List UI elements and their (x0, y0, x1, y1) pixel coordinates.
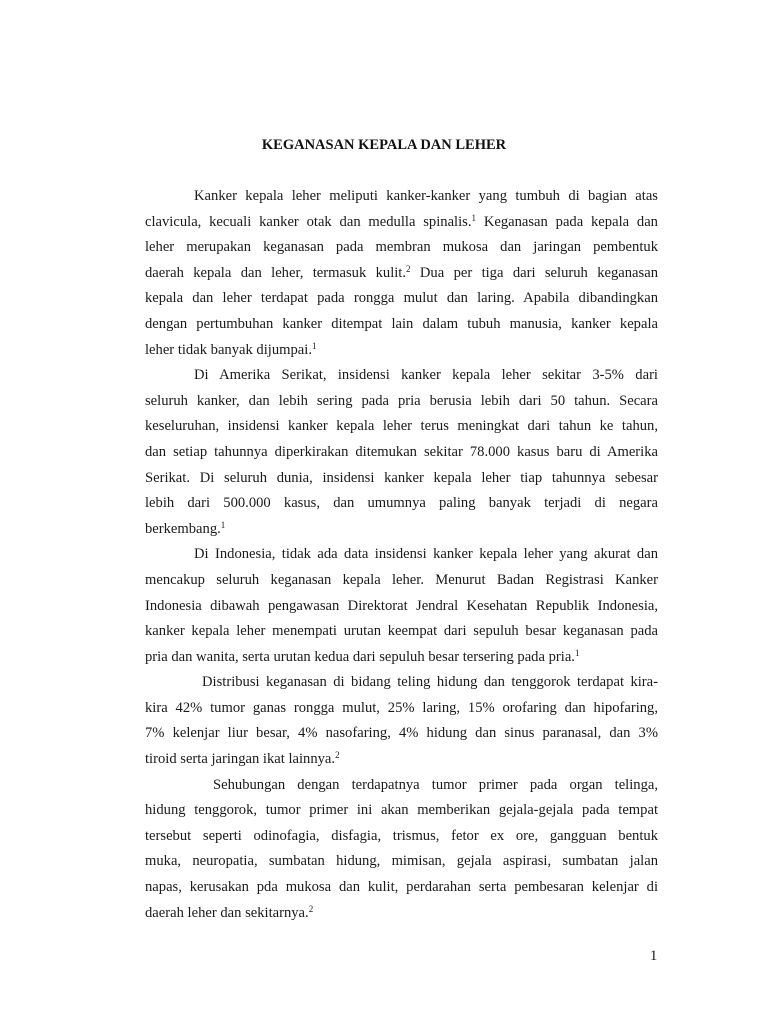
line-text: leher tidak banyak dijumpai. (145, 341, 312, 358)
line-text: Keganasan pada kepala dan (476, 213, 658, 230)
text-line (145, 212, 658, 238)
text-line (145, 775, 658, 801)
text-line (145, 723, 658, 749)
line-text: Dua per tiga dari seluruh keganasan (410, 264, 658, 281)
text-line (145, 493, 658, 519)
line-text: kepala dan leher terdapat pada rongga mulut dan laring. Apabila dibandingkan (145, 290, 658, 307)
line-text: muka, neuropatia, sumbatan hidung, mimisan, gejala aspirasi, sumbatan jalan (145, 853, 658, 870)
text-line (145, 877, 658, 903)
line-text: kira 42% tumor ganas rongga mulut, 25% laring, 15% orofaring dan hipofaring, (145, 699, 658, 716)
text-line (145, 672, 658, 698)
line-text: Serikat. Di seluruh dunia, insidensi kanker kepala leher tiap tahunnya sebesar (145, 469, 658, 486)
text-line (145, 826, 658, 852)
line-text: pria dan wanita, serta urutan kedua dari sepuluh besar tersering pada pria. (145, 648, 575, 665)
document-body (145, 186, 658, 928)
citation-superscript: 2 (335, 750, 340, 761)
text-line (145, 519, 658, 545)
line-text: 7% kelenjar liur besar, 4% nasofaring, 4% hidung dan sinus paranasal, dan 3% (145, 725, 658, 742)
line-text: Indonesia dibawah pengawasan Direktorat Jendral Kesehatan Republik Indonesia, (145, 597, 658, 614)
citation-superscript: 1 (471, 212, 476, 223)
text-line (145, 391, 658, 417)
line-text: kanker kepala leher menempati urutan keempat dari sepuluh besar keganasan pada (145, 623, 658, 640)
line-text: Di Amerika Serikat, insidensi kanker kepala leher sekitar 3-5% dari (194, 367, 658, 384)
line-text: dan setiap tahunnya diperkirakan ditemukan sekitar 78.000 kasus baru di Amerika (145, 443, 658, 460)
line-text: tersebut seperti odinofagia, disfagia, trismus, fetor ex ore, gangguan bentuk (145, 827, 658, 844)
line-text: dengan pertumbuhan kanker ditempat lain dalam tubuh manusia, kanker kepala (145, 315, 658, 332)
line-text: berkembang. (145, 520, 221, 537)
line-text: Kanker kepala leher meliputi kanker-kanker yang tumbuh di bagian atas (194, 188, 658, 204)
line-text: leher merupakan keganasan pada membran mukosa dan jaringan pembentuk (145, 239, 658, 256)
text-line (145, 340, 658, 366)
page-number: 1 (650, 948, 658, 964)
line-text: Sehubungan dengan terdapatnya tumor primer pada organ telinga, (213, 776, 658, 793)
line-text: Di Indonesia, tidak ada data insidensi kanker kepala leher yang akurat dan (194, 546, 658, 563)
line-text: daerah kepala dan leher, termasuk kulit. (145, 264, 407, 281)
text-line (145, 314, 658, 340)
text-line (145, 186, 658, 212)
text-line (145, 365, 658, 391)
line-text: seluruh kanker, dan lebih sering pada pria berusia lebih dari 50 tahun. Secara (145, 392, 658, 409)
text-line (145, 544, 658, 570)
line-text: clavicula, kecuali kanker otak dan medulla spinalis. (145, 213, 472, 230)
line-text: daerah leher dan sekitarnya. (145, 904, 309, 921)
text-line (145, 263, 658, 289)
document-title: KEGANASAN KEPALA DAN LEHER (261, 137, 507, 153)
citation-superscript: 1 (574, 647, 580, 658)
citation-superscript: 1 (311, 340, 317, 351)
line-text: mencakup seluruh keganasan kepala leher. Menurut Badan Registrasi Kanker (145, 571, 658, 588)
text-line (145, 749, 658, 775)
text-line (145, 596, 658, 622)
text-line (145, 647, 658, 673)
text-line (145, 800, 658, 826)
text-line (145, 570, 658, 596)
text-line (145, 698, 658, 724)
text-line (145, 851, 658, 877)
text-line (145, 621, 658, 647)
text-line (145, 416, 658, 442)
line-text: keseluruhan, insidensi kanker kepala leher terus meningkat dari tahun ke tahun, (145, 418, 658, 435)
citation-superscript: 1 (220, 519, 226, 530)
citation-superscript: 2 (308, 903, 314, 914)
line-text: tiroid serta jaringan ikat lainnya. (145, 751, 336, 768)
text-line (145, 442, 658, 468)
text-line (145, 288, 658, 314)
text-line (145, 903, 658, 929)
line-text: hidung tenggorok, tumor primer ini akan memberikan gejala-gejala pada tempat (145, 802, 658, 819)
text-line (145, 237, 658, 263)
line-text: napas, kerusakan pda mukosa dan kulit, perdarahan serta pembesaran kelenjar di (145, 879, 658, 896)
line-text: Distribusi keganasan di bidang teling hidung dan tenggorok terdapat kira- (202, 674, 658, 691)
line-text: lebih dari 500.000 kasus, dan umumnya paling banyak terjadi di negara (145, 495, 658, 512)
text-line (145, 468, 658, 494)
citation-superscript: 2 (406, 263, 411, 274)
